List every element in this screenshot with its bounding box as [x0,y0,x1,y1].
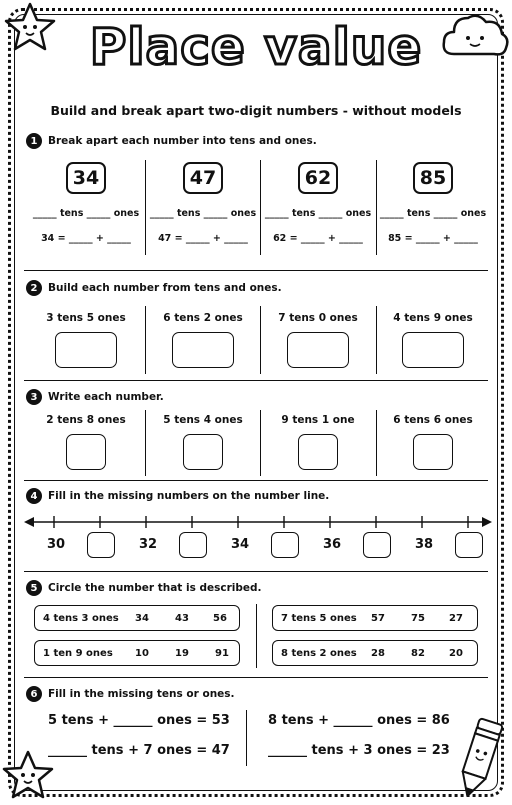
divider [145,306,146,374]
answer-box[interactable] [172,332,234,368]
section-number: 2 [26,280,42,296]
divider [260,306,261,374]
tens-ones-label: 6 tens 6 ones [393,414,473,426]
section-number: 5 [26,580,42,596]
section-2 [26,280,488,300]
description: 7 tens 5 ones [281,612,357,624]
page-subtitle: Build and break apart two-digit numbers - without models [50,103,462,118]
write-item [378,414,488,474]
circle-choice-row [272,605,478,631]
pencil-icon [452,712,508,802]
number-box: 62 [298,162,338,194]
number-box: 47 [183,162,223,194]
choice-option[interactable]: 19 [175,647,189,659]
equation-blank[interactable]: 62 = _____ + _____ [273,233,363,244]
section-3-heading [26,389,164,405]
number-box: 85 [413,162,453,194]
number-line-blank[interactable] [87,532,115,558]
build-item [378,312,488,372]
section-number: 6 [26,686,42,702]
write-item [262,414,374,474]
section-instruction: Fill in the missing numbers on the number line. [48,490,330,502]
fill-equation[interactable]: 5 tens + ______ ones = 53 [48,713,230,728]
write-item [30,414,142,474]
equation-blank[interactable]: 34 = _____ + _____ [41,233,131,244]
answer-box[interactable] [402,332,464,368]
section-3 [26,389,488,409]
choice-option[interactable]: 27 [449,612,463,624]
section-number: 1 [26,133,42,149]
section-instruction: Break apart each number into tens and ones. [48,135,317,147]
tens-ones-blank[interactable]: _____ tens _____ ones [32,208,140,219]
circle-choice-row [34,605,240,631]
fill-equation[interactable]: ______ tens + 7 ones = 47 [48,743,230,758]
section-6-heading [26,686,235,702]
divider [256,604,257,668]
section-separator [24,571,488,572]
tens-ones-label: 5 tens 4 ones [163,414,243,426]
break-apart-item [30,162,142,244]
circle-choice-row [272,640,478,666]
tens-ones-label: 3 tens 5 ones [46,312,126,324]
answer-box[interactable] [55,332,117,368]
number-line-label: 38 [414,537,434,552]
break-apart-item [262,162,374,244]
build-item [262,312,374,372]
circle-choice-row [34,640,240,666]
equation-blank[interactable]: 47 = _____ + _____ [158,233,248,244]
section-6 [26,686,488,706]
description: 1 ten 9 ones [43,647,113,659]
choice-option[interactable]: 91 [215,647,229,659]
build-item [30,312,142,372]
section-instruction: Circle the number that is described. [48,582,262,594]
section-number: 3 [26,389,42,405]
choice-option[interactable]: 56 [213,612,227,624]
section-separator [24,380,488,381]
divider [376,410,377,476]
tens-ones-blank[interactable]: _____ tens _____ ones [149,208,257,219]
break-apart-item [378,162,488,244]
divider [145,160,146,255]
tens-ones-label: 6 tens 2 ones [163,312,243,324]
choice-option[interactable]: 57 [371,612,385,624]
number-line-blank[interactable] [363,532,391,558]
section-instruction: Build each number from tens and ones. [48,282,282,294]
choice-option[interactable]: 34 [135,612,149,624]
choice-option[interactable]: 43 [175,612,189,624]
tens-ones-label: 2 tens 8 ones [46,414,126,426]
answer-box[interactable] [287,332,349,368]
section-5 [26,580,488,600]
number-line-label: 30 [46,537,66,552]
section-4-heading [26,488,329,504]
break-apart-item [147,162,259,244]
tens-ones-blank[interactable]: _____ tens _____ ones [264,208,372,219]
tens-ones-label: 9 tens 1 one [281,414,355,426]
section-number: 4 [26,488,42,504]
number-line-label: 36 [322,537,342,552]
choice-option[interactable]: 10 [135,647,149,659]
divider [376,160,377,255]
choice-option[interactable]: 82 [411,647,425,659]
answer-box[interactable] [298,434,338,470]
divider [145,410,146,476]
answer-box[interactable] [66,434,106,470]
section-instruction: Fill in the missing tens or ones. [48,688,235,700]
fill-equation[interactable]: ______ tens + 3 ones = 23 [268,743,450,758]
number-line-blank[interactable] [455,532,483,558]
number-line-label: 32 [138,537,158,552]
number-line [24,510,492,534]
tens-ones-label: 7 tens 0 ones [278,312,358,324]
section-separator [24,480,488,481]
divider [260,160,261,255]
number-line-label: 34 [230,537,250,552]
number-line-blank[interactable] [271,532,299,558]
number-box: 34 [66,162,106,194]
page-title: Place value [89,18,423,76]
section-separator [24,677,488,678]
choice-option[interactable]: 75 [411,612,425,624]
answer-box[interactable] [183,434,223,470]
number-line-blank[interactable] [179,532,207,558]
choice-option[interactable]: 28 [371,647,385,659]
section-2-heading [26,280,282,296]
write-item [147,414,259,474]
answer-box[interactable] [413,434,453,470]
divider [376,306,377,374]
fill-equation[interactable]: 8 tens + ______ ones = 86 [268,713,450,728]
section-instruction: Write each number. [48,391,164,403]
divider [246,710,247,766]
equation-blank[interactable]: 85 = _____ + _____ [388,233,478,244]
section-4 [26,488,488,508]
build-item [147,312,259,372]
section-1-heading [26,133,317,149]
section-5-heading [26,580,262,596]
description: 4 tens 3 ones [43,612,119,624]
tens-ones-label: 4 tens 9 ones [393,312,473,324]
section-separator [24,270,488,271]
choice-option[interactable]: 20 [449,647,463,659]
divider [260,410,261,476]
tens-ones-blank[interactable]: _____ tens _____ ones [379,208,487,219]
description: 8 tens 2 ones [281,647,357,659]
